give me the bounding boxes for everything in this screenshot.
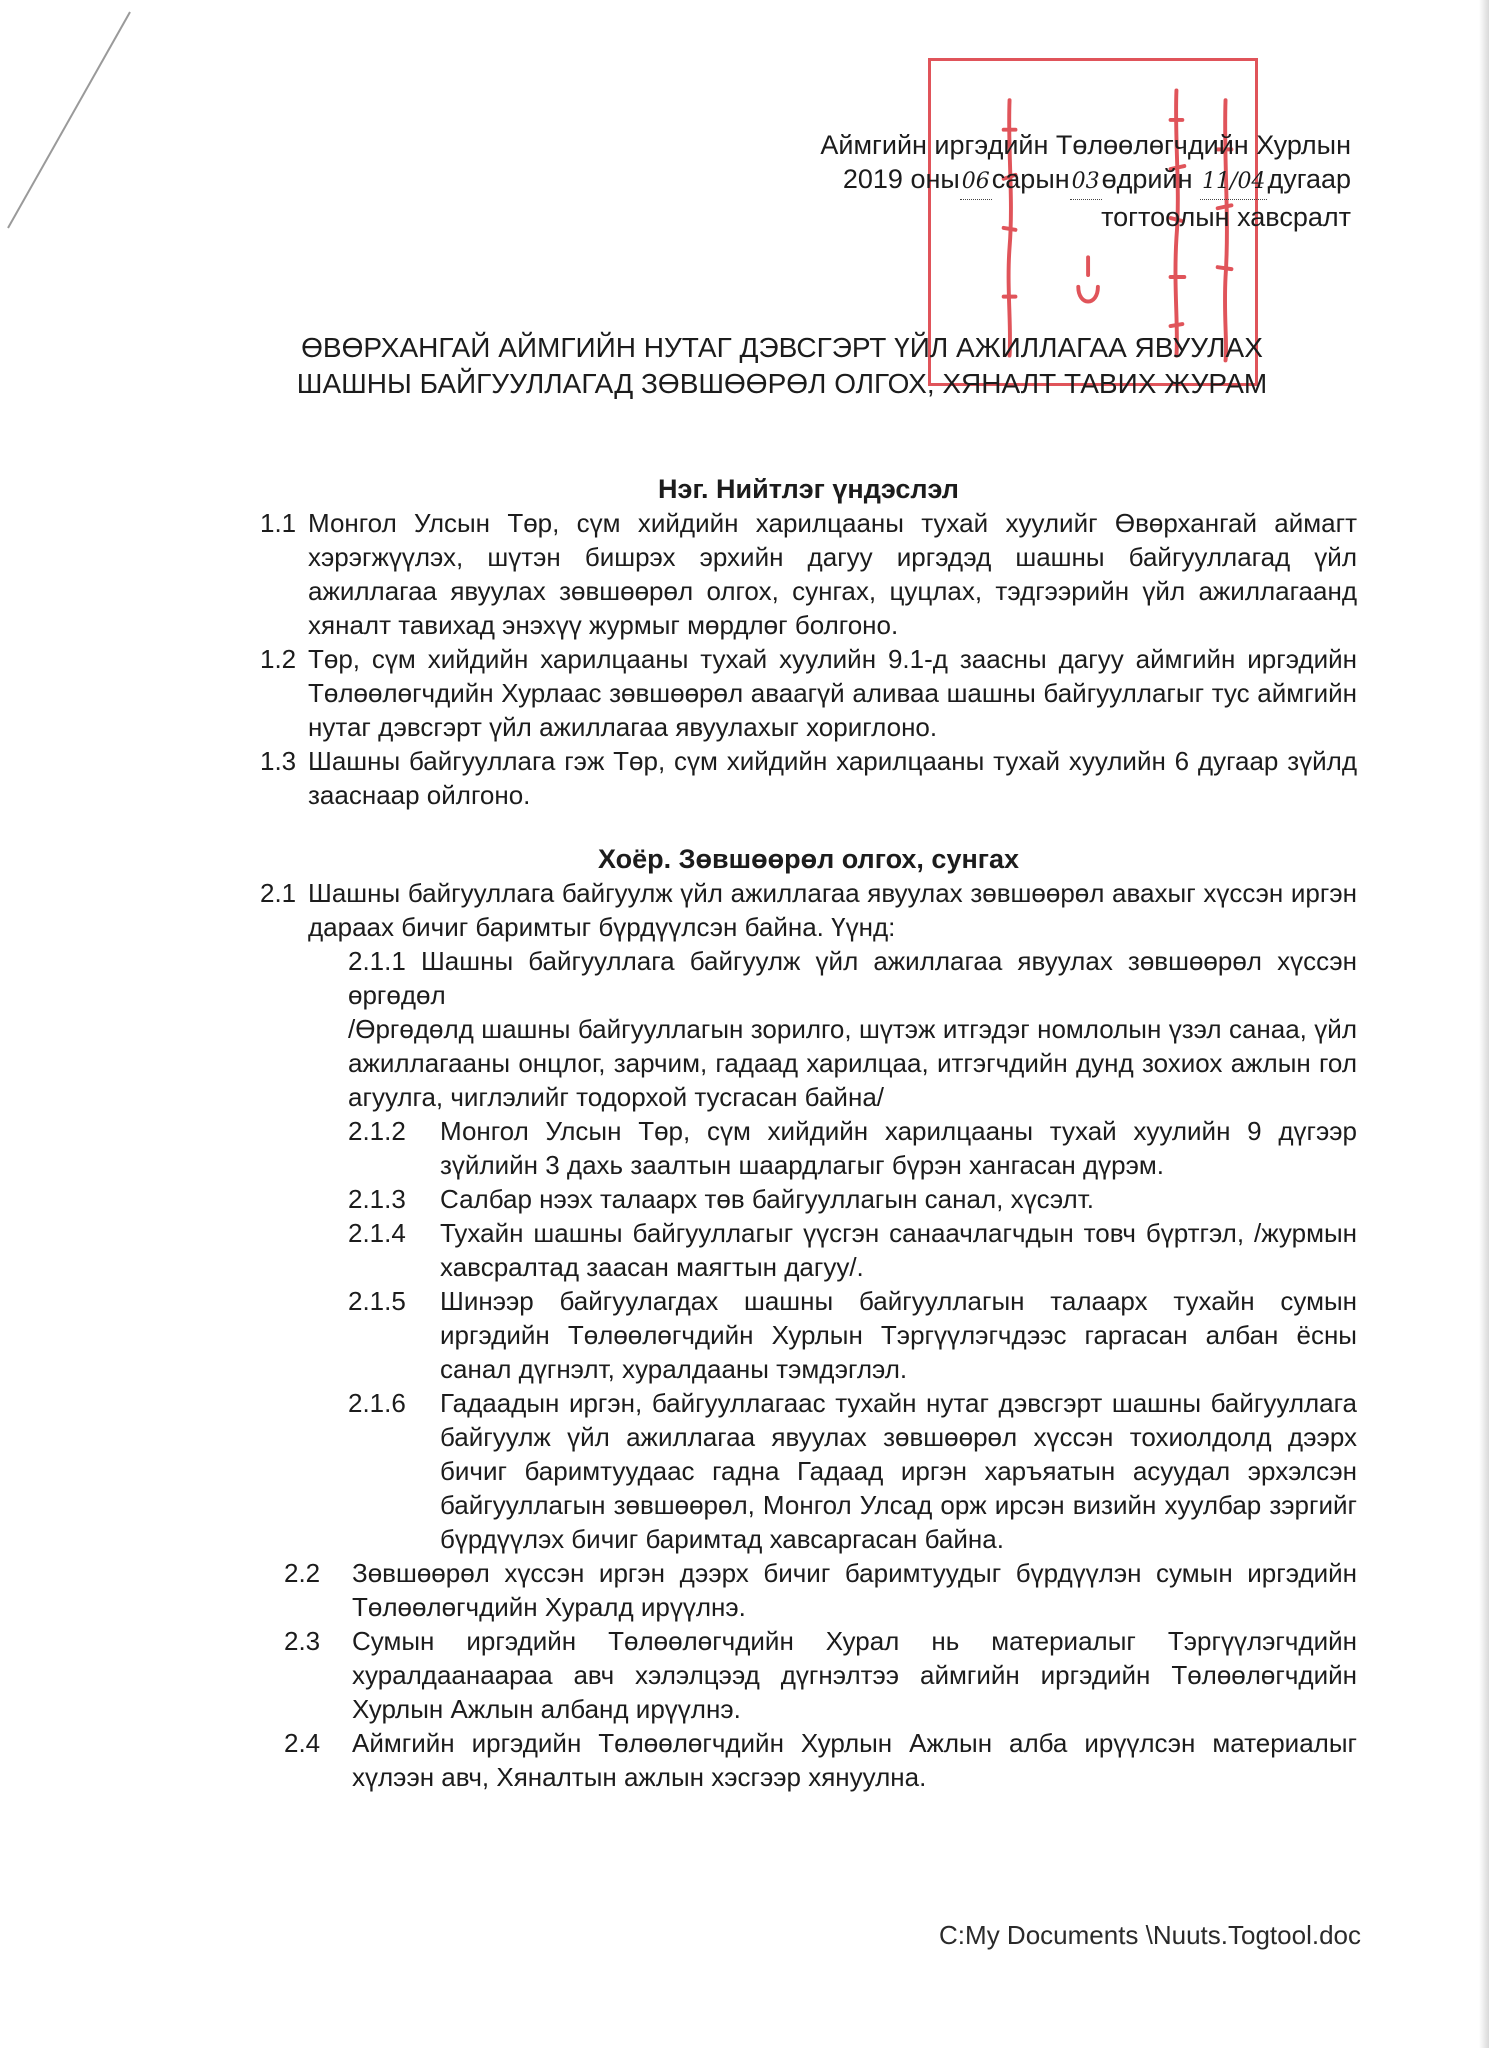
clause-text: Шашны байгууллага байгуулж үйл ажиллагаа явуулах зөвшөөрөл авахыг хүссэн иргэн дараах бичиг баримтыг бүрдүүлсэн байна. Үүнд:	[308, 878, 1357, 942]
clause-text: Аймгийн иргэдийн Төлөөлөгчдийн Хурлын Ажлын алба ирүүлсэн материалыг хүлээн авч, Хяналтын ажлын хэсгээр хянуулна.	[352, 1728, 1357, 1792]
clause-2-1-1-note: /Өргөдөлд шашны байгууллагын зорилго, шүтэж итгэдэг номлолын үзэл санаа, үйл ажиллагааны онцлог, зарчим, гадаад харилцаа, итгэгчдийн дунд зохиох ажлын гол агуулга, чиглэлийг тодорхой тусгасан байна/	[348, 1014, 1357, 1112]
header-month-label: сарын	[991, 164, 1070, 194]
handwritten-resolution-number: 11/04	[1200, 165, 1267, 200]
document-body	[260, 472, 1357, 1794]
clause-number: 2.3	[284, 1626, 321, 1656]
clause-text: Салбар нээх талаарх төв байгууллагын санал, хүсэлт.	[440, 1184, 1094, 1214]
clause-text: Шашны байгууллага гэж Төр, сүм хийдийн харилцааны тухай хуулийн 6 дугаар зүйлд зааснаар ойлгоно.	[308, 746, 1357, 810]
section-heading-1: Нэг. Нийтлэг үндэслэл	[658, 474, 959, 504]
clause-text: Монгол Улсын Төр, сүм хийдийн харилцааны тухай хуулийн 9 дүгээр зүйлийн 3 дахь заалтын шаардлагыг бүрэн хангасан дүрэм.	[440, 1116, 1357, 1180]
scan-edge-shadow	[1479, 0, 1489, 2048]
clause-2-2	[260, 1556, 1357, 1624]
header-line-2	[820, 162, 1351, 200]
clause-2-1-6	[260, 1386, 1357, 1556]
clause-number: 2.4	[284, 1728, 321, 1758]
title-line-2: ШАШНЫ БАЙГУУЛЛАГАД ЗӨВШӨӨРӨЛ ОЛГОХ, ХЯНАЛТ ТАВИХ ЖУРАМ	[296, 368, 1268, 399]
clause-number: 2.1.3	[348, 1184, 406, 1214]
clause-2-1-1	[260, 944, 1357, 1012]
header-line-3: тогтоолын хавсралт	[1101, 202, 1351, 232]
clause-number: 2.1.5	[348, 1286, 406, 1316]
clause-number: 1.3	[260, 746, 297, 776]
clause-2-1-2	[260, 1114, 1357, 1182]
clause-2-1-5	[260, 1284, 1357, 1386]
attachment-header	[820, 128, 1351, 234]
handwritten-month: 06	[960, 165, 992, 200]
clause-text: Монгол Улсын Төр, сүм хийдийн харилцааны тухай хуулийг Өвөрхангай аймагт хэрэгжүүлэх, шүтэн бишрэх эрхийн дагуу иргэдэд шашны байгууллагад үйл ажиллагаа явуулах зөвшөөрөл олгох, сунгах, цуцлах, тэдгээрийн үйл ажиллагаанд хяналт тавихад энэхүү журмыг мөрдлөг болгоно.	[308, 508, 1357, 640]
clause-number: 1.1	[260, 508, 297, 538]
handwritten-day: 03	[1070, 165, 1102, 200]
clause-number: 2.1.4	[348, 1218, 406, 1248]
title-line-1: ӨВӨРХАНГАЙ АЙМГИЙН НУТАГ ДЭВСГЭРТ ҮЙЛ АЖИЛЛАГАА ЯВУУЛАХ	[301, 332, 1263, 363]
clause-number: 2.1.1	[348, 946, 406, 976]
clause-1-3	[260, 744, 1357, 812]
clause-text: Гадаадын иргэн, байгууллагаас тухайн нутаг дэвсгэрт шашны байгууллага байгуулж үйл ажиллагаа явуулах зөвшөөрөл хүссэн тохиолдолд дээрх бичиг баримтуудаас гадна Гадаад иргэн харъяатын асуудал эрхэлсэн байгууллагын зөвшөөрөл, Монгол Улсад орж ирсэн визийн хуулбар зэргийг бүрдүүлэх бичиг баримтад хавсаргасан байна.	[440, 1388, 1357, 1554]
header-line-1: Аймгийн иргэдийн Төлөөлөгчдийн Хурлын	[820, 130, 1351, 160]
header-day-label: өдрийн	[1101, 164, 1193, 194]
clause-number: 2.1.6	[348, 1388, 406, 1418]
clause-2-1-4	[260, 1216, 1357, 1284]
header-year: 2019 оны	[842, 164, 960, 194]
clause-2-4	[260, 1726, 1357, 1794]
clause-2-3	[260, 1624, 1357, 1726]
clause-number: 2.1.2	[348, 1116, 406, 1146]
file-path-footer: C:My Documents \Nuuts.Togtool.doc	[939, 1920, 1361, 1950]
clause-1-1	[260, 506, 1357, 642]
header-number-label: дугаар	[1267, 164, 1351, 194]
clause-2-1	[260, 876, 1357, 944]
clause-number: 1.2	[260, 644, 297, 674]
clause-2-1-3	[260, 1182, 1357, 1216]
section-heading-2: Хоёр. Зөвшөөрөл олгох, сунгах	[597, 844, 1020, 874]
document-title	[262, 330, 1302, 402]
clause-text: Төр, сүм хийдийн харилцааны тухай хуулийн 9.1-д заасны дагуу аймгийн иргэдийн Төлөөлөгчдийн Хурлаас зөвшөөрөл аваагүй аливаа шашны байгууллагыг тус аймгийн нутаг дэвсгэрт үйл ажиллагаа явуулахыг хориглоно.	[308, 644, 1357, 742]
clause-text: Сумын иргэдийн Төлөөлөгчдийн Хурал нь материалыг Тэргүүлэгчдийн хуралдаанаараа авч хэлэлцээд дүгнэлтээ аймгийн иргэдийн Төлөөлөгчдийн Хурлын Ажлын албанд ирүүлнэ.	[352, 1626, 1357, 1724]
clause-text: Тухайн шашны байгууллагыг үүсгэн санаачлагчдын товч бүртгэл, /журмын хавсралтад заасан маягтын дагуу/.	[440, 1218, 1357, 1282]
clause-number: 2.1	[260, 878, 297, 908]
scan-edge-mark	[0, 0, 140, 260]
clause-text: Шашны байгууллага байгуулж үйл ажиллагаа явуулах зөвшөөрөл хүссэн өргөдөл	[348, 946, 1357, 1010]
clause-number: 2.2	[284, 1558, 321, 1588]
clause-1-2	[260, 642, 1357, 744]
clause-text: Зөвшөөрөл хүссэн иргэн дээрх бичиг баримтуудыг бүрдүүлэн сумын иргэдийн Төлөөлөгчдийн Хуралд ирүүлнэ.	[352, 1558, 1357, 1622]
clause-text: Шинээр байгуулагдах шашны байгууллагын талаарх тухайн сумын иргэдийн Төлөөлөгчдийн Хурлын Тэргүүлэгчдээс гаргасан албан ёсны санал дүгнэлт, хуралдааны тэмдэглэл.	[440, 1286, 1357, 1384]
